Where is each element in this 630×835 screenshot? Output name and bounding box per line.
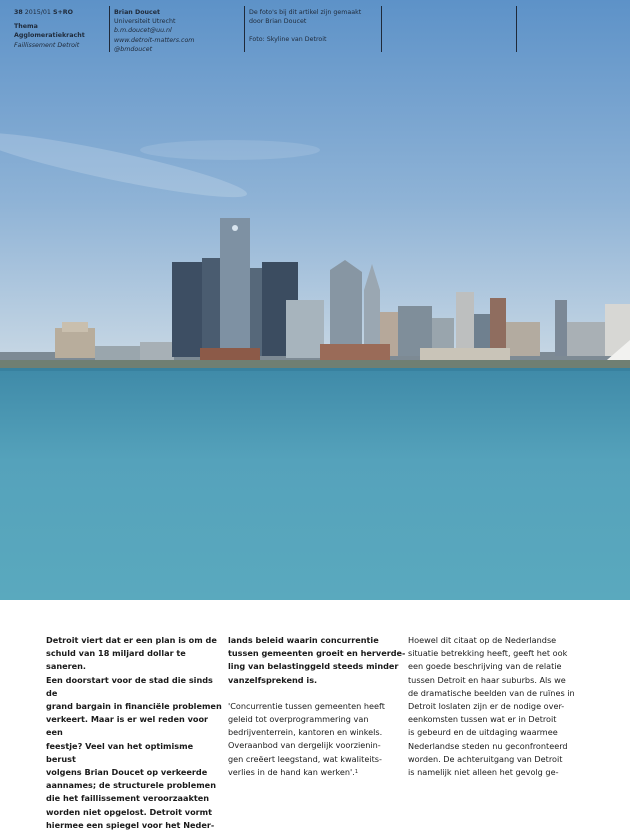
header-section-block bbox=[14, 8, 106, 50]
header-divider bbox=[516, 6, 517, 52]
page-number: 38 bbox=[14, 9, 23, 16]
photo-credit-line1: De foto's bij dit artikel zijn gemaakt bbox=[249, 9, 362, 16]
column-2 bbox=[228, 634, 406, 779]
intro-continuation: lands beleid waarin concurrentie tussen gemeenten groeit en herverde- ling van belastinggeld steeds minder vanzelfsprekend is. bbox=[228, 635, 406, 685]
author-email[interactable]: b.m.doucet@uu.nl bbox=[114, 27, 172, 35]
issue: 2015/01 bbox=[24, 9, 51, 16]
renaissance-tower bbox=[172, 262, 202, 357]
section-label: Thema bbox=[14, 23, 38, 31]
author-website[interactable]: www.detroit-matters.com bbox=[114, 36, 195, 44]
section-subtitle: Faillissement Detroit bbox=[14, 41, 80, 49]
author-block bbox=[114, 8, 240, 54]
photo-caption: Foto: Skyline van Detroit bbox=[249, 36, 327, 44]
quote: 'Concurrentie tussen gemeenten heeft geleid tot overprogrammering van bedrijventerrein, kantoren en winkels. Overaanbod van dergelijk voorzienin- gen creëert leegstand, wat kwaliteits- verlies in de hand kan werken'.$^1$ bbox=[228, 700, 385, 777]
magazine-name: S+RO bbox=[52, 9, 73, 16]
header-divider bbox=[381, 6, 382, 52]
header-divider bbox=[109, 6, 110, 52]
cloud bbox=[140, 140, 320, 160]
column-3: Hoewel dit citaat op de Nederlandse situatie betrekking heeft, geeft het ook een goede beschrijving van de relatie tussen Detroit en haar suburbs. Als we de dramatische beelden van de ruïnes in Detroit loslaten zijn er de nodige over- eenkomsten tussen wat er in Detroit is gebeurd en de uitdaging waarmee Nederlandse steden nu geconfronteerd worden. De achteruitgang van Detroit is namelijk niet alleen het gevolg ge- bbox=[408, 635, 575, 778]
author-name: Brian Doucet bbox=[114, 9, 161, 16]
author-twitter[interactable]: @bmdoucet bbox=[114, 45, 153, 53]
detroit-river bbox=[0, 368, 630, 600]
photo-credit-line2: door Brian Doucet bbox=[249, 18, 307, 26]
section-title: Agglomeratiekracht bbox=[14, 32, 85, 40]
intro-column-1: Detroit viert dat er een plan is om de schuld van 18 miljard dollar te saneren. Een doorstart voor de stad die sinds de grand bargain in financiële problemen verkeert. Maar is er wel reden voor een feestje? Veel van het optimisme berust volgens Brian Doucet op verkeerde aannames; de structurele problemen die het faillissement veroorzaakten worden niet opgelost. Detroit vormt hiermee een spiegel voor het Neder- bbox=[46, 635, 222, 830]
renaissance-center-tower bbox=[220, 218, 250, 356]
shoreline bbox=[0, 360, 630, 368]
photo-credit-block bbox=[249, 8, 377, 45]
header-divider bbox=[244, 6, 245, 52]
author-affiliation: Universiteit Utrecht bbox=[114, 18, 176, 26]
footnote-marker[interactable]: 1 bbox=[354, 768, 359, 775]
